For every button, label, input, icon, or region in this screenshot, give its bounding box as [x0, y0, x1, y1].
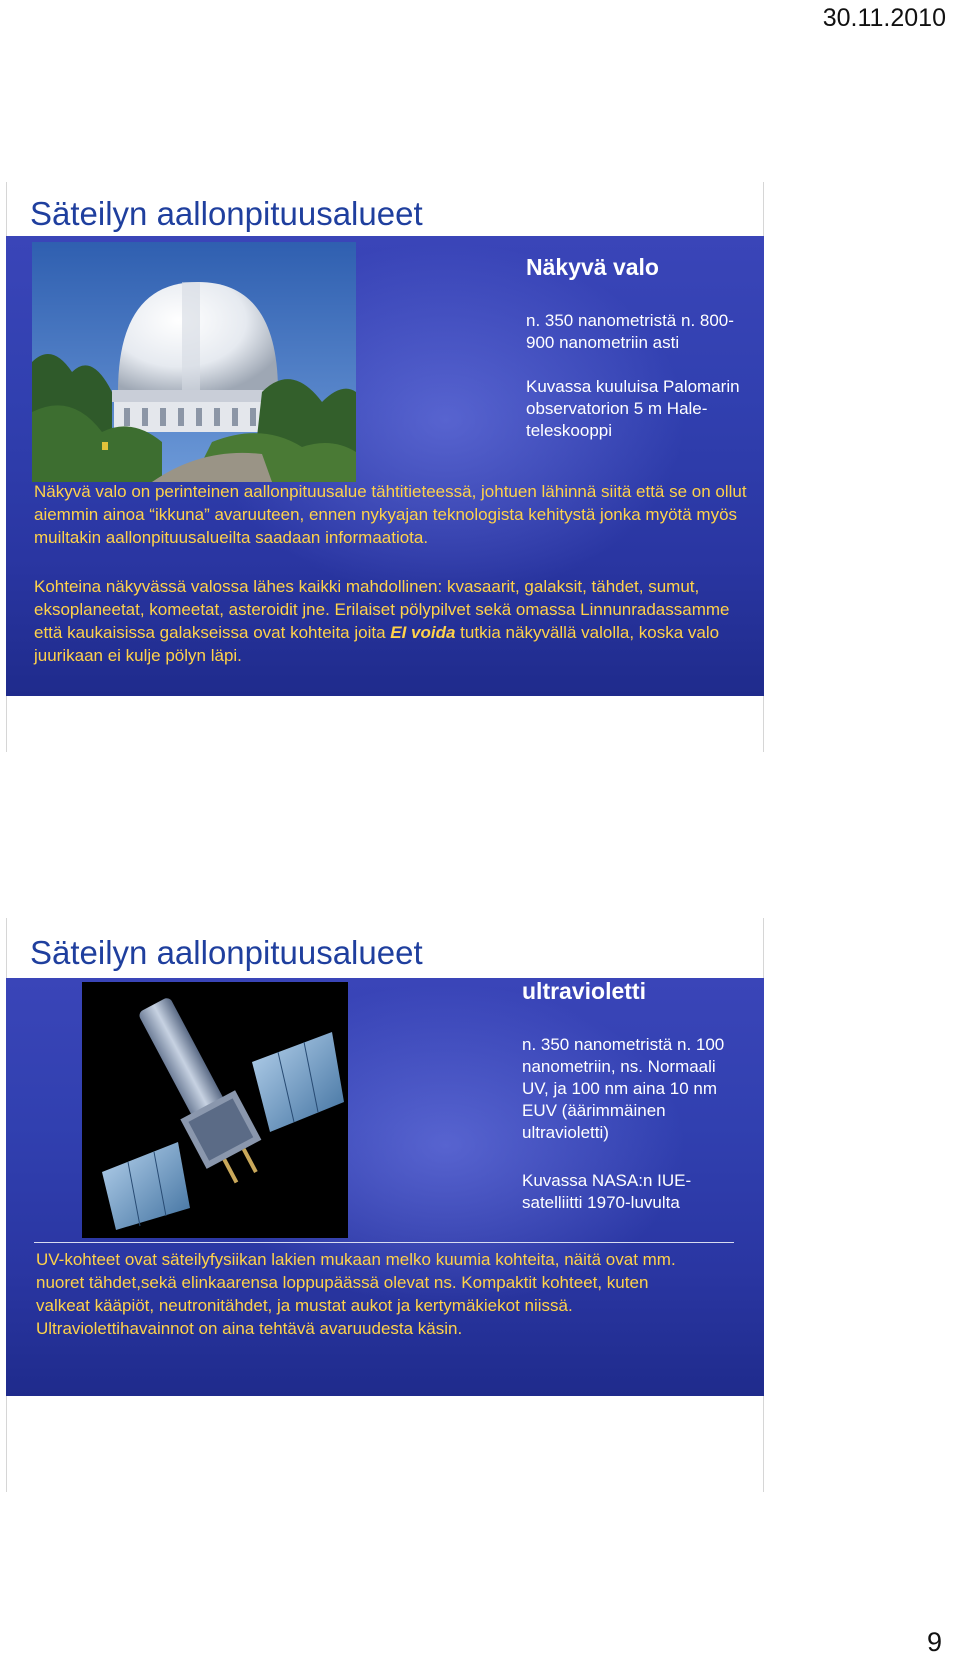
- satellite-photo: [82, 982, 348, 1238]
- wavelength-range: n. 350 nanometristä n. 800-900 nanometriin asti: [526, 311, 734, 352]
- body-paragraph: Näkyvä valo on perinteinen aallonpituusalue tähtitieteessä, johtuen lähinnä siitä että se on ollut aiemmin ainoa “ikkuna” avaruuteen, ennen nykyajan teknologista kehitystä jonka myötä myös muiltakin aallonpituusalueilta saadaan informaatiota.: [34, 482, 747, 547]
- image-caption: Kuvassa NASA:n IUE-satelliitti 1970-luvulta: [522, 1171, 692, 1212]
- divider: [34, 1242, 734, 1243]
- observatory-illustration: [32, 242, 356, 482]
- wavelength-range: n. 350 nanometristä n. 100 nanometriin, ns. Normaali UV, ja 100 nm aina 10 nm EUV (äärimmäinen ultravioletti): [522, 1035, 725, 1142]
- observatory-photo: [32, 242, 356, 482]
- slide-visible-light: [6, 182, 764, 752]
- wavelength-heading: Näkyvä valo: [526, 254, 659, 280]
- slide-body: [6, 978, 764, 1396]
- slide-title: Säteilyn aallonpituusalueet: [30, 195, 423, 232]
- wavelength-heading: ultravioletti: [522, 978, 646, 1004]
- page-number: 9: [926, 1627, 942, 1657]
- page-date: 30.11.2010: [822, 4, 946, 32]
- slide-title: Säteilyn aallonpituusalueet: [30, 934, 423, 971]
- body-text-segment: tutkia näkyvällä valolla, koska valo juurikaan ei kulje pölyn läpi.: [34, 623, 720, 665]
- emphasis-text: EI voida: [390, 623, 456, 642]
- slide-body: [6, 236, 764, 696]
- body-paragraph: UV-kohteet ovat säteilyfysiikan lakien mukaan melko kuumia kohteita, näitä ovat mm. nuoret tähdet,sekä elinkaarensa loppupäässä olevat ns. Kompaktit kohteet, kuten valkeat kääpiöt, neutronitähdet, ja mustat aukot ja kertymäkiekot niissä. Ultraviolettihavainnot on aina tehtävä avaruudesta käsin.: [36, 1250, 676, 1338]
- satellite-illustration: [82, 982, 348, 1238]
- image-caption: Kuvassa kuuluisa Palomarin observatorion 5 m Hale-teleskooppi: [526, 377, 740, 440]
- body-paragraph: [34, 575, 750, 667]
- body-text-segment: Kohteina näkyvässä valossa lähes kaikki mahdollinen: kvasaarit, galaksit, tähdet, sumut, eksoplaneetat, komeetat, asteroidit jne. Erilaiset pölypilvet sekä omassa Linnunradassamme että kaukaisissa galakseissa ovat kohteita joita: [34, 577, 730, 642]
- slide-ultraviolet: [6, 918, 764, 1492]
